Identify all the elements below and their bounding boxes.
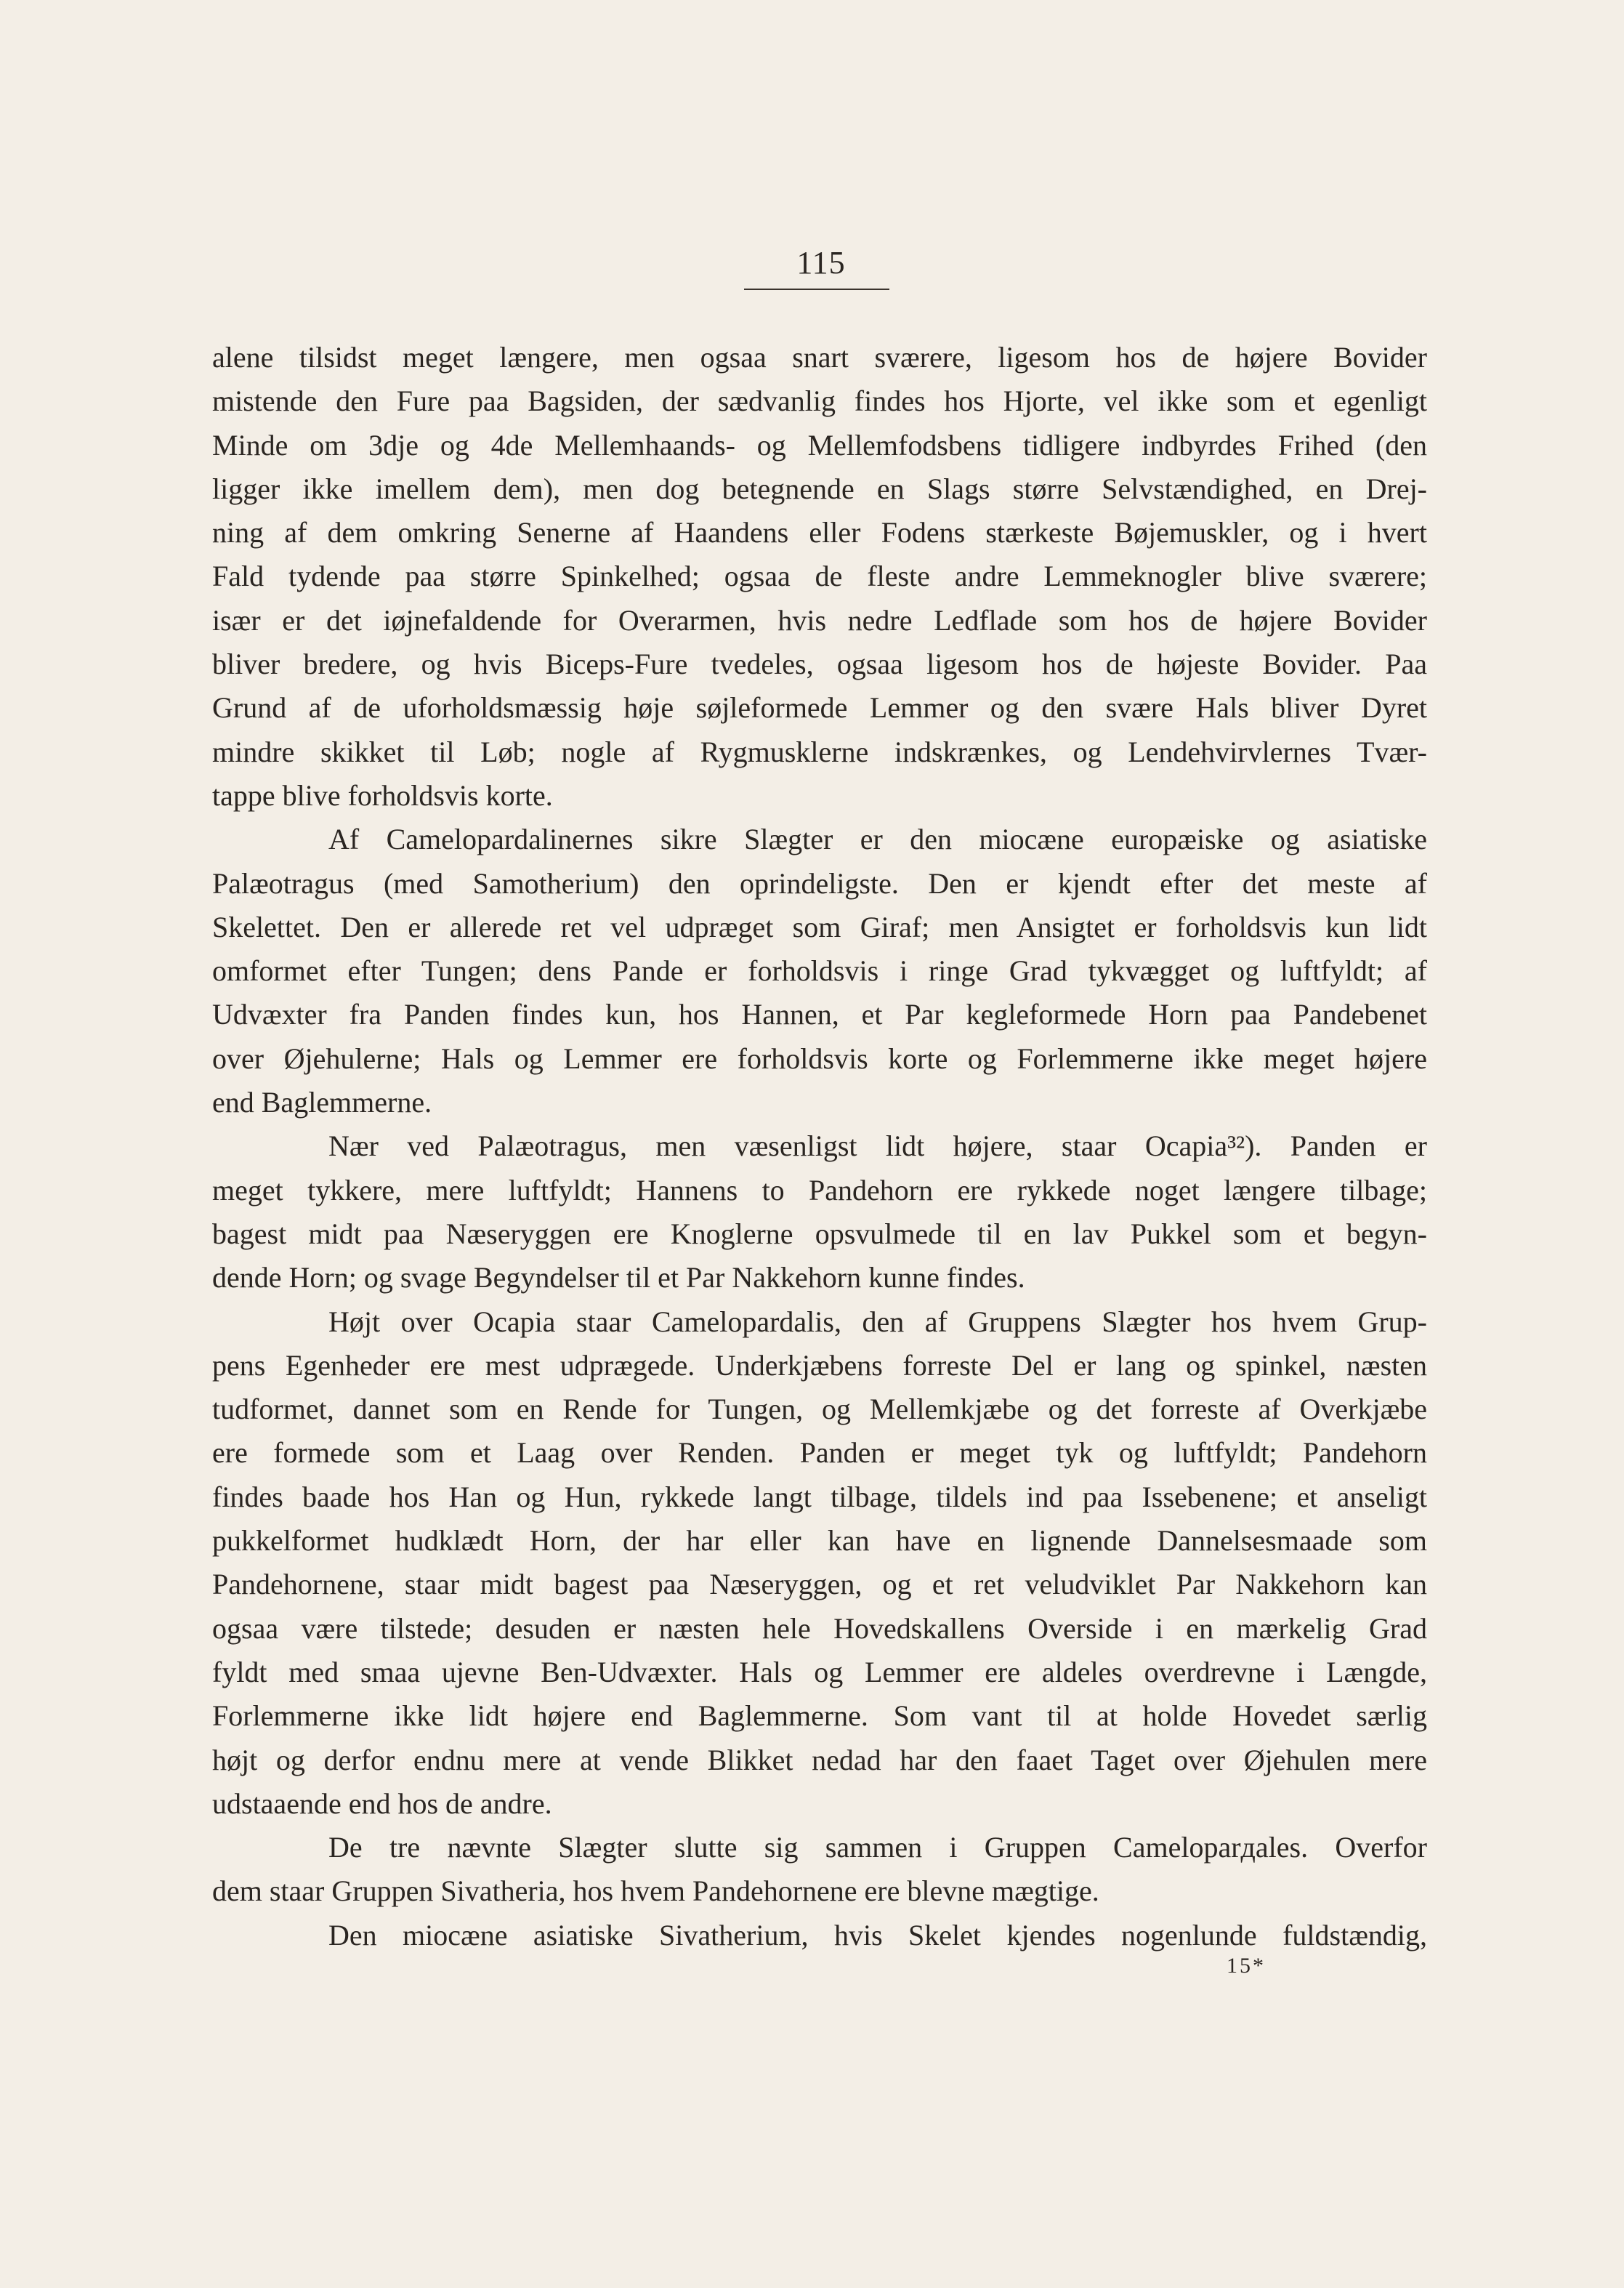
text-line: pukkelformet hudklædt Horn, der har eller kan have en lignende Dannelsesmaade som xyxy=(212,1524,1427,1558)
text-line: Forlemmerne ikke lidt højere end Baglemmerne. Som vant til at holde Hovedet særlig xyxy=(212,1699,1427,1733)
text-line: dem staar Gruppen Sivatheria, hos hvem Pandehornene ere blevne mægtige. xyxy=(212,1874,1099,1908)
text-line: Skelettet. Den er allerede ret vel udpræget som Giraf; men Ansigtet er forholdsvis kun lidt xyxy=(212,910,1427,943)
text-line: især er det iøjnefaldende for Overarmen, hvis nedre Ledflade som hos de højere Bovider xyxy=(212,603,1427,637)
text-line: Af Camelopardalinernes sikre Slægter er den miocæne europæiske og asiatiske xyxy=(328,823,1427,856)
text-line: mindre skikket til Løb; nogle af Rygmusklerne indskrænkes, og Lendehvirvlernes Tvær- xyxy=(212,735,1427,768)
page-number: 115 xyxy=(796,245,846,281)
text-line: ligger ikke imellem dem), men dog betegnende en Slags større Selvstændighed, en Drej- xyxy=(212,472,1427,505)
text-line: Palæotragus (med Samotherium) den oprindeligste. Den er kjendt efter det meste af xyxy=(212,866,1427,900)
text-line: ogsaa være tilstede; desuden er næsten hele Hovedskallens Overside i en mærkelig Grad xyxy=(212,1611,1427,1645)
text-line: alene tilsidst meget længere, men ogsaa snart sværere, ligesom hos de højere Bovider xyxy=(212,341,1427,374)
text-line: findes baade hos Han og Hun, rykkede langt tilbage, tildels ind paa Issebenene; et anseligt xyxy=(212,1480,1427,1513)
text-line: Udvæxter fra Panden findes kun, hos Hannen, et Par kegleformede Horn paa Pandebenet xyxy=(212,998,1427,1031)
text-line: Den miocæne asiatiske Sivatherium, hvis Skelet kjendes nogenlunde fuldstændig, xyxy=(328,1918,1427,1951)
text-line: Pandehornene, staar midt bagest paa Næseryggen, og et ret veludviklet Par Nakkehorn kan xyxy=(212,1568,1427,1601)
text-line: tudformet, dannet som en Rende for Tungen, og Mellemkjæbe og det forreste af Overkjæbe xyxy=(212,1393,1427,1426)
text-line: mistende den Fure paa Bagsiden, der sædvanlig findes hos Hjorte, vel ikke som et egenligt xyxy=(212,384,1427,418)
text-line: pens Egenheder ere mest udprægede. Underkjæbens forreste Del er lang og spinkel, næsten xyxy=(212,1348,1427,1382)
text-line: Grund af de uforholdsmæssig høje søjleformede Lemmer og den svære Hals bliver Dyret xyxy=(212,691,1427,725)
text-line: udstaaende end hos de andre. xyxy=(212,1787,552,1820)
text-line: højt og derfor endnu mere at vende Blikket nedad har den faaet Taget over Øjehulen mere xyxy=(212,1743,1427,1776)
text-line: over Øjehulerne; Hals og Lemmer ere forholdsvis korte og Forlemmerne ikke meget højere xyxy=(212,1042,1427,1075)
text-line: fyldt med smaa ujevne Ben-Udvæxter. Hals og Lemmer ere aldeles overdrevne i Længde, xyxy=(212,1655,1427,1688)
text-line: meget tykkere, mere luftfyldt; Hannens to Pandehorn ere rykkede noget længere tilbage; xyxy=(212,1173,1427,1207)
text-line: De tre nævnte Slægter slutte sig sammen i Gruppen Cameloparдales. Overfor xyxy=(328,1831,1427,1864)
text-line: Minde om 3dje og 4de Mellemhaands- og Mellemfodsbens tidligere indbyrdes Frihed (den xyxy=(212,428,1427,462)
text-line: Fald tydende paa større Spinkelhed; ogsaa de fleste andre Lemmeknogler blive sværere; xyxy=(212,560,1427,593)
text-line: end Baglemmerne. xyxy=(212,1086,432,1119)
text-line: Højt over Ocapia staar Camelopardalis, den af Gruppens Slægter hos hvem Grup- xyxy=(328,1305,1427,1338)
text-line: ere formede som et Laag over Renden. Panden er meget tyk og luftfyldt; Pandehorn xyxy=(212,1436,1427,1470)
text-line: bliver bredere, og hvis Biceps-Fure tvedeles, ogsaa ligesom hos de højeste Bovider. Paa xyxy=(212,648,1427,681)
signature-mark: 15* xyxy=(1227,1954,1266,1978)
body-text xyxy=(212,336,1427,1957)
header-rule xyxy=(744,289,889,290)
text-line: bagest midt paa Næseryggen ere Knoglerne opsvulmede til en lav Pukkel som et begyn- xyxy=(212,1217,1427,1250)
text-line: ning af dem omkring Senerne af Haandens eller Fodens stærkeste Bøjemuskler, og i hvert xyxy=(212,516,1427,549)
text-line: dende Horn; og svage Begyndelser til et Par Nakkehorn kunne findes. xyxy=(212,1261,1025,1294)
text-line: tappe blive forholdsvis korte. xyxy=(212,778,553,812)
text-line: omformet efter Tungen; dens Pande er forholdsvis i ringe Grad tykvægget og luftfyldt; af xyxy=(212,954,1427,988)
text-line: Nær ved Palæotragus, men væsenligst lidt højere, staar Ocapia³²). Panden er xyxy=(328,1129,1427,1163)
